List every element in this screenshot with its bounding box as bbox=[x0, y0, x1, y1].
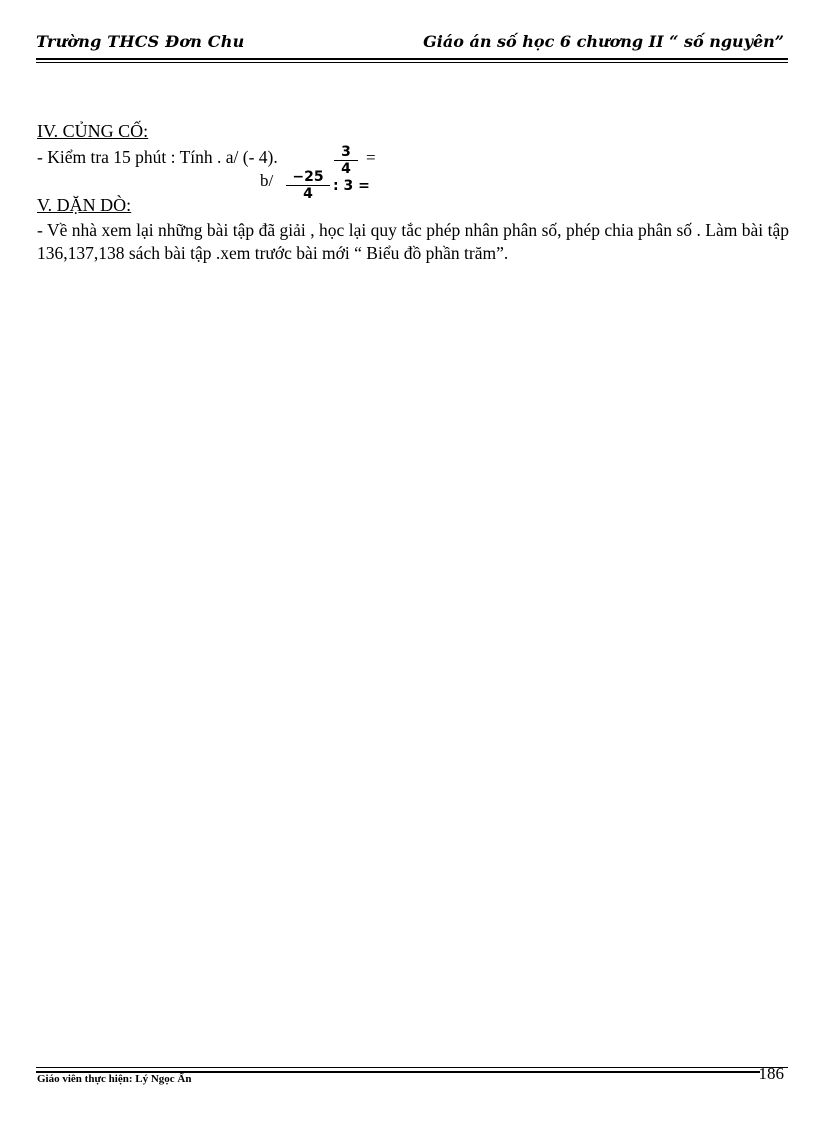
fraction-b-denominator: 4 bbox=[303, 186, 313, 202]
exercise-b-label: b/ bbox=[260, 171, 274, 190]
section-heading-review: IV. CỦNG CỐ: bbox=[37, 121, 149, 141]
header-rule-thin bbox=[36, 62, 788, 63]
fraction-b bbox=[286, 170, 330, 201]
fraction-b-numerator: −25 bbox=[286, 170, 330, 186]
exercise-a-equals: = bbox=[366, 148, 376, 167]
exercise-line-a bbox=[37, 147, 278, 168]
exercise-a-text: - Kiểm tra 15 phút : Tính . a/ (- 4). bbox=[37, 147, 278, 167]
header-title: Giáo án số học 6 chương II “ số nguyên” bbox=[423, 32, 784, 51]
header-rule-thick bbox=[36, 58, 788, 60]
page-number: 186 bbox=[758, 1064, 784, 1083]
fraction-a bbox=[334, 145, 358, 176]
exercise-b-divide: : 3 = bbox=[333, 178, 370, 194]
fraction-a-numerator: 3 bbox=[334, 145, 358, 161]
section-heading-homework: V. DẶN DÒ: bbox=[37, 195, 132, 215]
header-school: Trường THCS Đơn Chu bbox=[36, 32, 245, 51]
footer-rule-thin bbox=[36, 1067, 788, 1068]
footer-teacher: Giáo viên thực hiện: Lý Ngọc Ẩn bbox=[37, 1073, 192, 1085]
fraction-a-denominator: 4 bbox=[341, 161, 351, 177]
homework-paragraph: - Về nhà xem lại những bài tập đã giải , học lại quy tắc phép nhân phân số, phép chia phân số . Làm bài tập 136,137,138 sách bài tập .xem trước bài mới “ Biểu đồ phần trăm”. bbox=[37, 220, 789, 263]
